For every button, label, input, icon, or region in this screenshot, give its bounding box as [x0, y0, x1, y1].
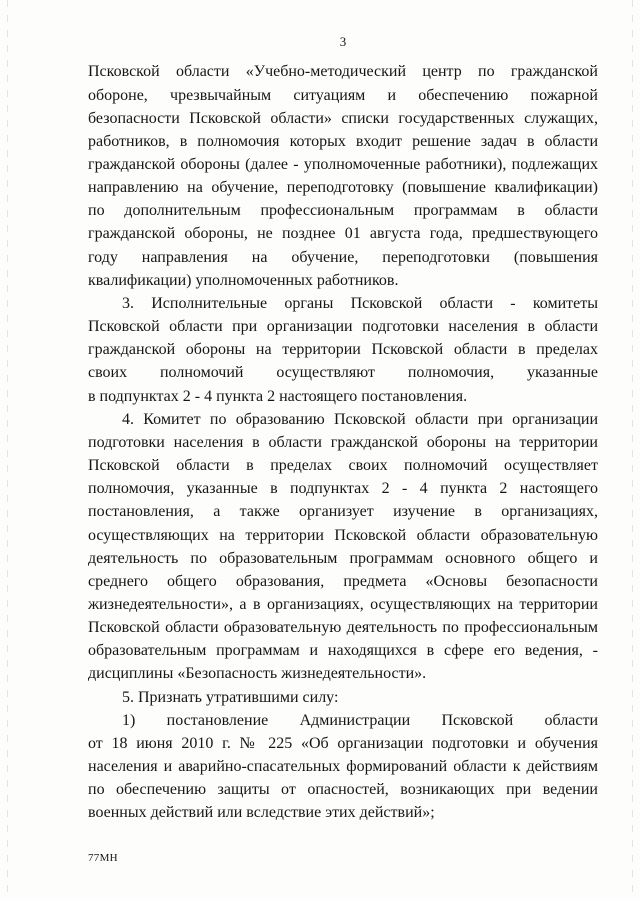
- text-line: гражданской обороны, не позднее 01 августа года, предшествующего: [88, 225, 598, 243]
- text-line: 4. Комитет по образованию Псковской области при организации: [122, 410, 598, 428]
- text-line: направлению на обучение, переподготовку (повышение квалификации): [88, 179, 598, 197]
- scan-edge-left: [7, 0, 8, 899]
- text-line: населения и аварийно-спасательных формирований области к действиям: [88, 758, 598, 776]
- text-line: своих полномочий осуществляют полномочия, указанные: [88, 364, 598, 382]
- text-line: дисциплины «Безопасность жизнедеятельности».: [88, 665, 427, 683]
- text-line: гражданской обороны (далее - уполномоченные работники), подлежащих: [88, 156, 598, 174]
- text-line: по обеспечению защиты от опасностей, возникающих при ведении: [88, 781, 598, 799]
- paragraph-4: [88, 408, 598, 686]
- paragraph-continued: [88, 60, 598, 292]
- text-line: Псковской области в пределах своих полномочий осуществляет: [88, 457, 598, 475]
- text-line: образовательным программам и находящихся в сфере его ведения, -: [88, 642, 598, 660]
- text-line: Псковской области при организации подготовки населения в области: [88, 318, 598, 336]
- text-line: постановления, а также организует изучение в организациях,: [88, 503, 598, 521]
- text-line: безопасности Псковской области» списки государственных служащих,: [88, 109, 598, 127]
- paragraph-5-item-1: [88, 709, 598, 825]
- footer-code: 77МН: [88, 852, 118, 864]
- text-line: гражданской обороны на территории Псковской области в пределах: [88, 341, 598, 359]
- text-line: среднего общего образования, предмета «Основы безопасности: [88, 572, 598, 590]
- text-line: подготовки населения в области гражданской обороны на территории: [88, 433, 598, 451]
- text-line: обороне, чрезвычайным ситуациям и обеспечению пожарной: [88, 86, 598, 104]
- text-line: году направления на обучение, переподготовки (повышения: [88, 248, 598, 266]
- paragraph-5: [88, 686, 598, 709]
- text-line: Псковской области «Учебно-методический центр по гражданской: [88, 63, 598, 81]
- text-line: от 18 июня 2010 г. № 225 «Об организации подготовки и обучения: [88, 734, 598, 752]
- text-line: полномочия, указанные в подпунктах 2 - 4 пункта 2 настоящего: [88, 480, 598, 498]
- text-line: 1) постановление Администрации Псковской области: [122, 711, 598, 729]
- text-line: квалификации) уполномоченных работников.: [88, 271, 399, 289]
- text-line: в подпунктах 2 - 4 пункта 2 настоящего постановления.: [88, 387, 468, 405]
- scan-edge-right: [632, 0, 633, 899]
- page-number: 3: [339, 34, 347, 49]
- text-line: жизнедеятельности», а в организациях, осуществляющих на территории: [88, 595, 598, 613]
- text-line: 3. Исполнительные органы Псковской области - комитеты: [122, 294, 598, 312]
- text-line: осуществляющих на территории Псковской области образовательную: [88, 526, 598, 544]
- document-body: [88, 60, 598, 824]
- text-line: 5. Признать утратившими силу:: [122, 688, 339, 706]
- text-line: Псковской области образовательную деятельность по профессиональным: [88, 619, 598, 637]
- text-line: работников, в полномочия которых входит решение задач в области: [88, 132, 598, 150]
- paragraph-3: [88, 292, 598, 408]
- text-line: деятельность по образовательным программам основного общего и: [88, 549, 598, 567]
- text-line: по дополнительным профессиональным программам в области: [88, 202, 598, 220]
- text-line: военных действий или вследствие этих действий»;: [88, 804, 435, 822]
